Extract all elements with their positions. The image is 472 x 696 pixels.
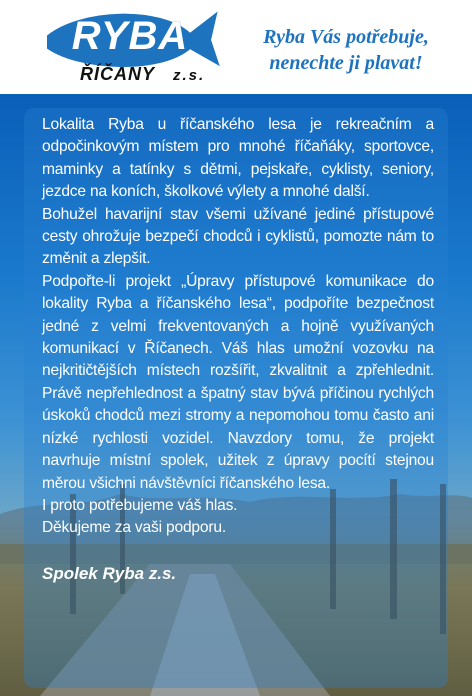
signature: Spolek Ryba z.s.	[42, 564, 177, 583]
paragraph-thanks: Děkujeme za vaši podporu.	[42, 519, 226, 537]
logo-town: ŘÍČANY	[80, 64, 156, 84]
header	[0, 0, 472, 94]
slogan	[232, 24, 460, 76]
logo-wordmark: RYBA	[71, 14, 189, 58]
paragraph-appeal: I proto potřebujeme váš hlas.	[42, 496, 238, 514]
paragraph-problem: Bohužel havarijní stav všemi užívané jediné přístupové cesty ohrožuje bezpečí chodců i cyklistů, pomozte nám to změnit a zlepšit.	[42, 205, 434, 268]
slogan-line-1: Ryba Vás potřebuje,	[263, 26, 429, 48]
content-panel	[0, 94, 472, 696]
slogan-line-2: nenechte ji plavat!	[269, 52, 423, 74]
body-text	[42, 114, 434, 540]
paragraph-project: Podpořte-li projekt „Úpravy přístupové komunikace do lokality Ryba a říčanského lesa“, podpoříte bezpečnost jedné z velmi frekventovaných a hojně využívaných komunikací v Říčanech. Váš hlas umožní vozovku na nejkritičtějších místech rozšířit, zkvalitnit a zpřehlednit. Právě nepřehlednost a špatný stav bývá příčinou rychlých úskoků chodců mezi stromy a nepomohou tomu často ani nízké rychlosti vozidel. Navzdory tomu, že projekt navrhuje místní spolek, užitek z úpravy pocítí stejnou měrou všichni návštěvníci říčanského lesa.	[42, 272, 434, 492]
paragraph-intro: Lokalita Ryba u říčanského lesa je rekreačním a odpočinkovým místem pro mnohé říčaňáky, sportovce, maminky a tatínky s dětmi, pejskaře, cyklisty, seniory, jezdce na koních, školkové výlety a mnohé další.	[42, 116, 434, 201]
logo-subtitle	[80, 64, 205, 85]
logo	[40, 8, 220, 88]
logo-legal-form: z.s.	[173, 67, 206, 84]
